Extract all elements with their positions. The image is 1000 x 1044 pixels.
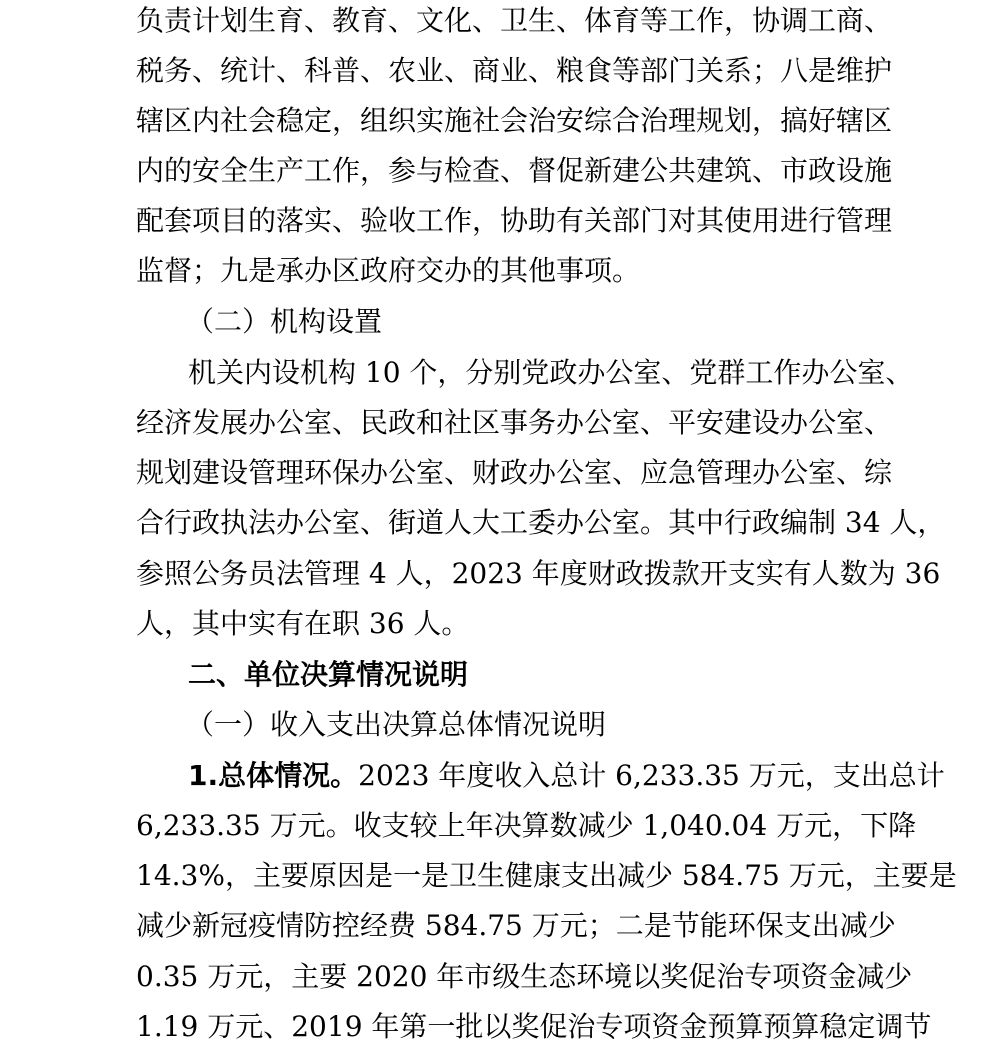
body-line: 配套项目的落实、验收工作，协助有关部门对其使用进行管理 — [136, 204, 893, 237]
body-line: 税务、统计、科普、农业、商业、粮食等部门关系；八是维护 — [136, 54, 893, 87]
section-heading: 二、单位决算情况说明 — [188, 658, 469, 691]
body-line: 负责计划生育、教育、文化、卫生、体育等工作，协调工商、 — [136, 4, 893, 37]
body-line: 机关内设机构 10 个，分别党政办公室、党群工作办公室、 — [188, 356, 914, 389]
body-line: 经济发展办公室、民政和社区事务办公室、平安建设办公室、 — [136, 406, 893, 439]
subheading: （一）收入支出决算总体情况说明 — [186, 708, 607, 741]
overall-text: 2023 年度收入总计 6,233.35 万元，支出总计 — [358, 759, 945, 792]
body-line: 14.3%，主要原因是一是卫生健康支出减少 584.75 万元，主要是 — [136, 859, 957, 892]
body-line: 0.35 万元，主要 2020 年市级生态环境以奖促治专项资金减少 — [136, 960, 913, 993]
body-line: 监督；九是承办区政府交办的其他事项。 — [136, 254, 641, 287]
subheading: （二）机构设置 — [186, 305, 383, 338]
body-line: 1.19 万元、2019 年第一批以奖促治专项资金预算预算稳定调节 — [136, 1010, 932, 1043]
body-line: 内的安全生产工作，参与检查、督促新建公共建筑、市政设施 — [136, 154, 893, 187]
body-line: 辖区内社会稳定，组织实施社会治安综合治理规划，搞好辖区 — [136, 104, 893, 137]
body-line: 6,233.35 万元。收支较上年决算数减少 1,040.04 万元，下降 — [136, 809, 917, 842]
body-line — [188, 759, 945, 793]
overall-label: 1.总体情况。 — [188, 759, 359, 792]
body-line: 人，其中实有在职 36 人。 — [136, 607, 470, 640]
body-line: 规划建设管理环保办公室、财政办公室、应急管理办公室、综 — [136, 456, 893, 489]
body-line: 减少新冠疫情防控经费 584.75 万元；二是节能环保支出减少 — [136, 909, 896, 942]
body-line: 合行政执法办公室、街道人大工委办公室。其中行政编制 34 人， — [136, 506, 946, 539]
body-line: 参照公务员法管理 4 人，2023 年度财政拨款开支实有人数为 36 — [136, 557, 941, 590]
